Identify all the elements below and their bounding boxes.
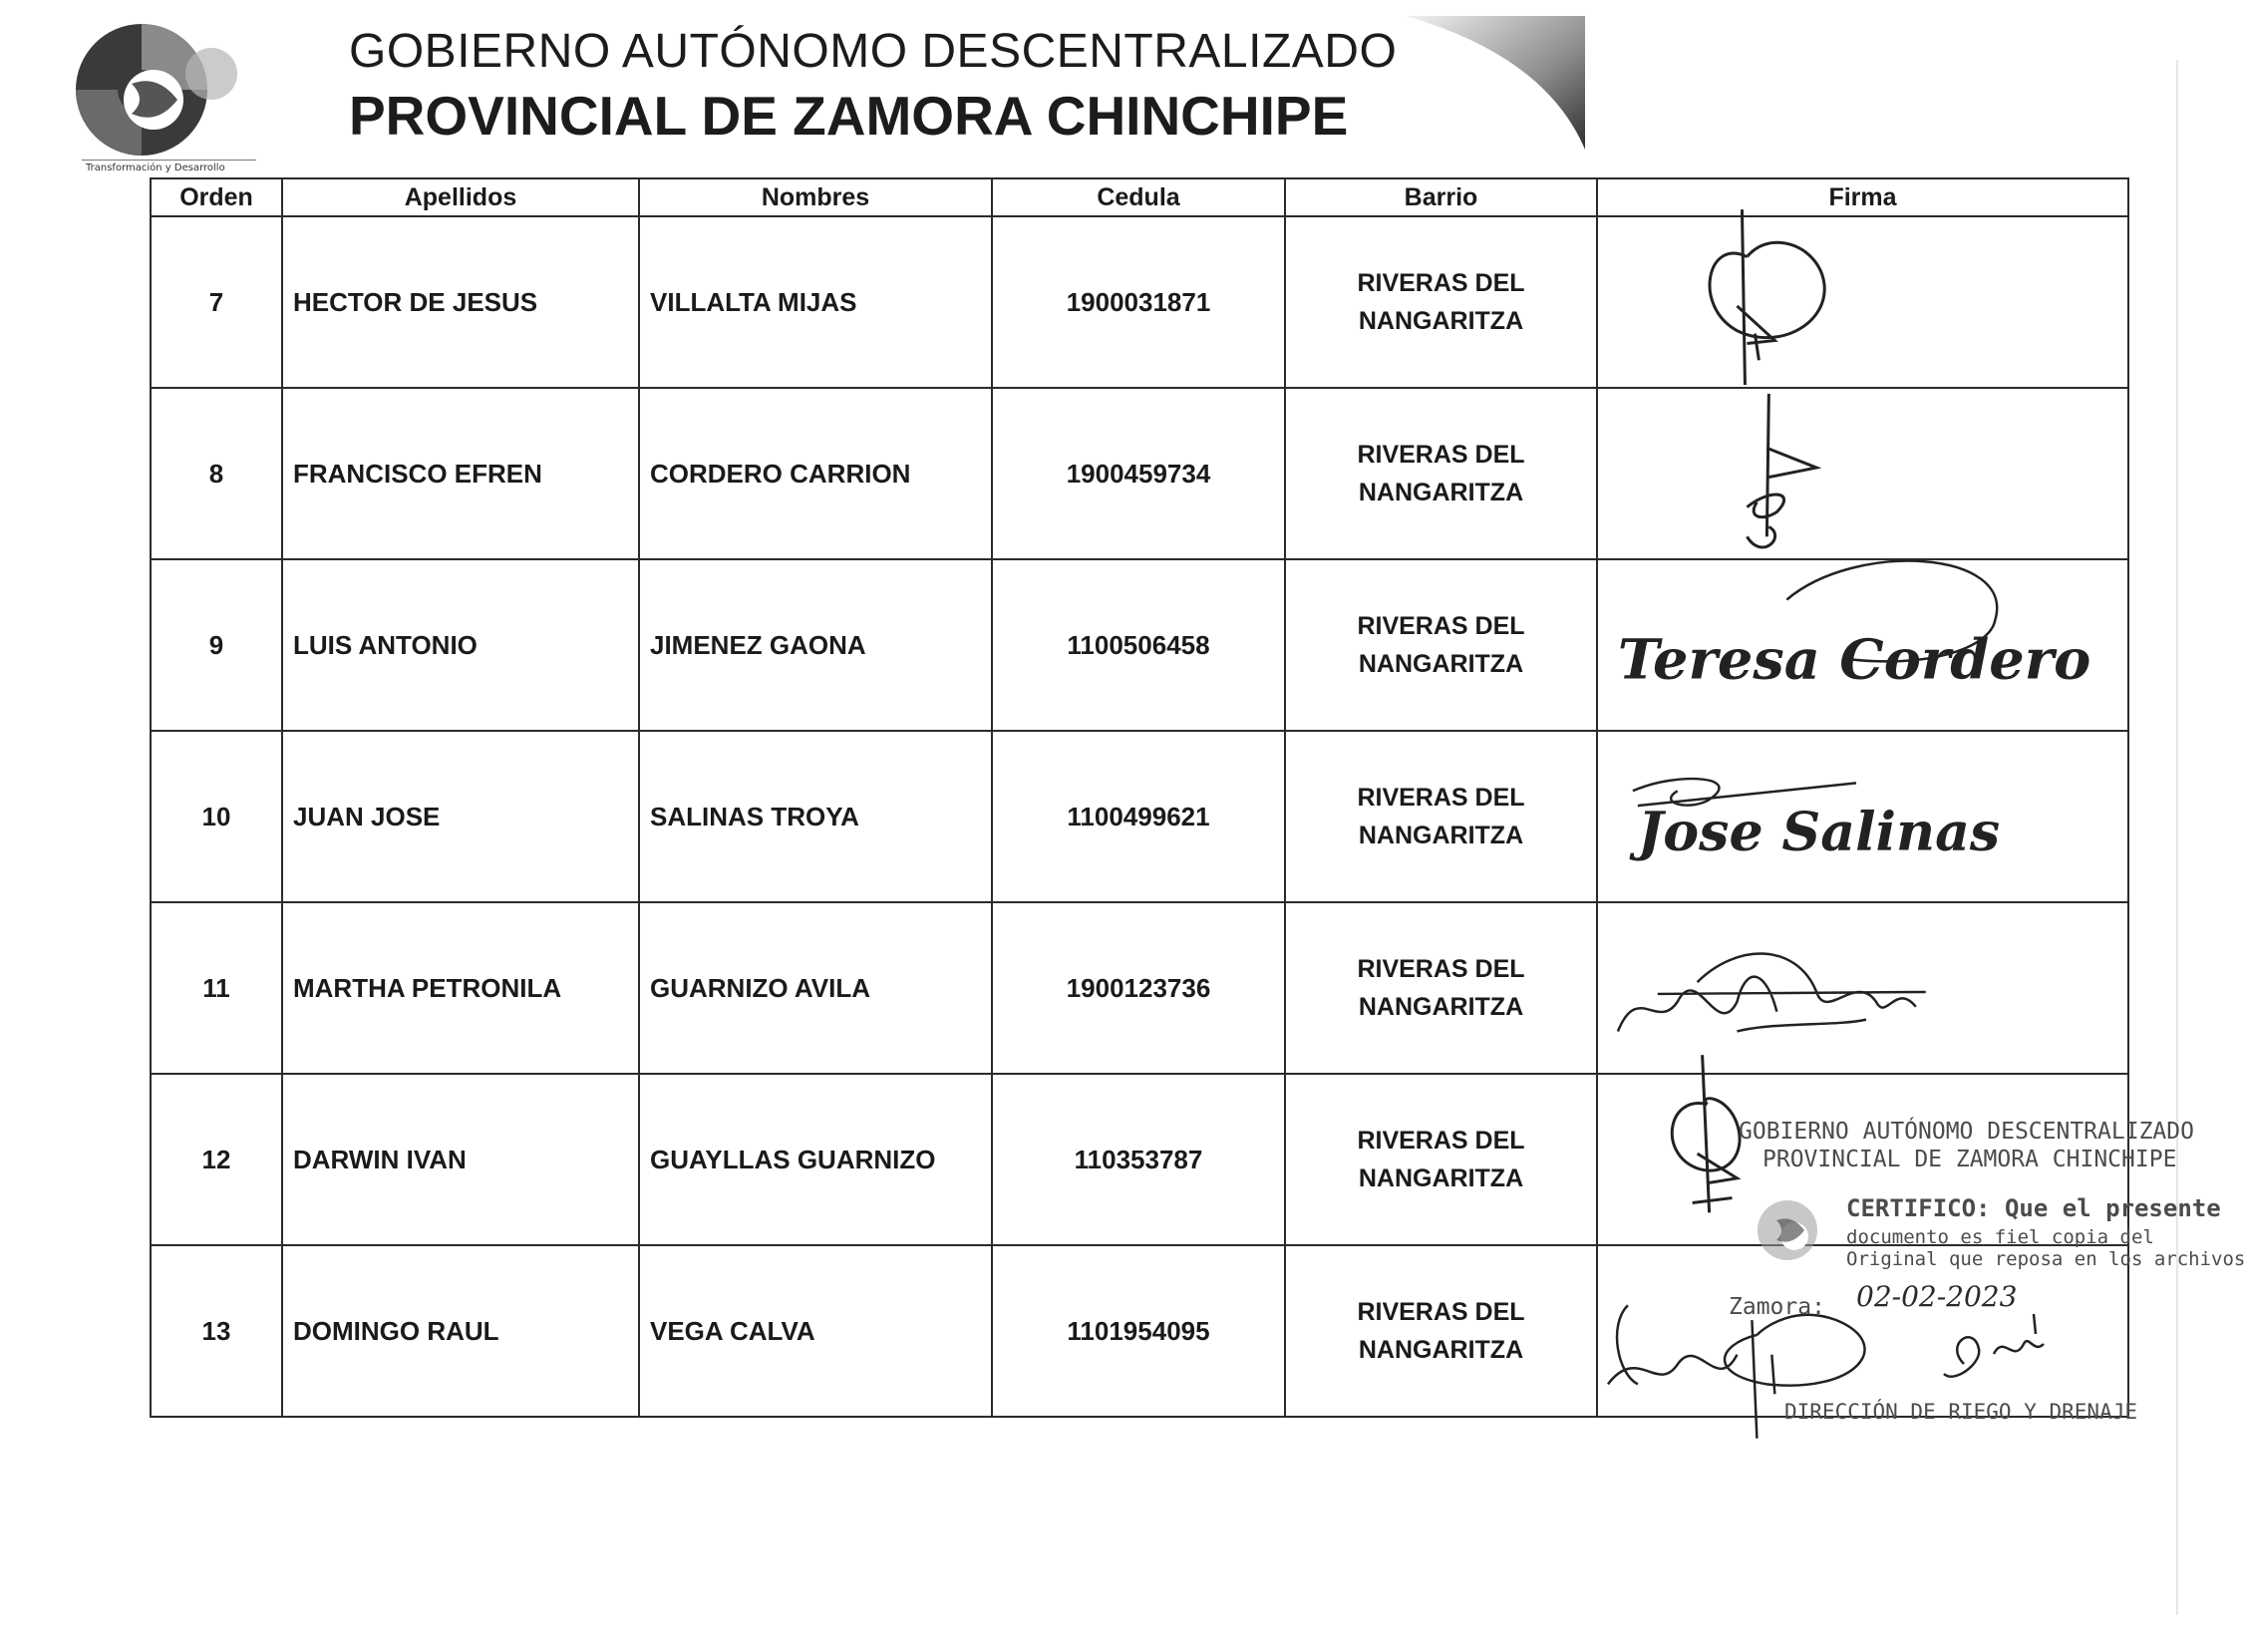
cell-cedula: 1101954095	[992, 1245, 1285, 1417]
stamp-line4: documento es fiel copia del	[1846, 1226, 2154, 1248]
table-row	[151, 216, 2128, 388]
stamp-certifico: CERTIFICO: Que el presente	[1846, 1194, 2221, 1222]
barrio-line1: RIVERAS DEL	[1357, 612, 1525, 640]
cell-orden: 13	[151, 1245, 282, 1417]
cell-nombres: CORDERO CARRION	[639, 388, 992, 559]
stamp-line1: GOBIERNO AUTÓNOMO DESCENTRALIZADO	[1739, 1119, 2194, 1145]
barrio-line1: RIVERAS DEL	[1357, 1298, 1525, 1326]
cell-firma	[1597, 216, 2128, 388]
cell-orden: 7	[151, 216, 282, 388]
stamp-date: 02-02-2023	[1856, 1280, 2018, 1313]
cell-orden: 11	[151, 902, 282, 1074]
barrio-line2: NANGARITZA	[1358, 307, 1524, 335]
table-row	[151, 731, 2128, 902]
logo-tagline: Transformación y Desarrollo	[86, 163, 225, 173]
cell-nombres: GUARNIZO AVILA	[639, 902, 992, 1074]
table-header-row	[151, 178, 2128, 216]
cell-orden: 9	[151, 559, 282, 731]
cell-barrio	[1285, 1074, 1597, 1245]
barrio-line2: NANGARITZA	[1358, 822, 1524, 849]
stamp-line5: Original que reposa en los archivos	[1846, 1248, 2245, 1270]
cell-cedula: 1900459734	[992, 388, 1285, 559]
header-title-line2: PROVINCIAL DE ZAMORA CHINCHIPE	[349, 85, 1349, 147]
barrio-line2: NANGARITZA	[1358, 1336, 1524, 1364]
barrio-line1: RIVERAS DEL	[1357, 955, 1525, 983]
cell-firma	[1597, 731, 2128, 902]
cell-apellidos: MARTHA PETRONILA	[282, 902, 639, 1074]
cell-apellidos: HECTOR DE JESUS	[282, 216, 639, 388]
header-swoosh-decoration	[1406, 16, 1590, 154]
cell-cedula: 110353787	[992, 1074, 1285, 1245]
cell-orden: 12	[151, 1074, 282, 1245]
cell-cedula: 1100506458	[992, 559, 1285, 731]
column-header-barrio: Barrio	[1285, 178, 1597, 216]
cell-nombres: SALINAS TROYA	[639, 731, 992, 902]
cell-cedula: 1900123736	[992, 902, 1285, 1074]
table-row	[151, 559, 2128, 731]
signature-icon	[1598, 903, 2127, 1073]
table-row	[151, 388, 2128, 559]
barrio-line1: RIVERAS DEL	[1357, 784, 1525, 812]
column-header-cedula: Cedula	[992, 178, 1285, 216]
stamp-line2: PROVINCIAL DE ZAMORA CHINCHIPE	[1763, 1147, 2177, 1172]
column-header-firma: Firma	[1597, 178, 2128, 216]
cell-cedula: 1900031871	[992, 216, 1285, 388]
column-header-orden: Orden	[151, 178, 282, 216]
cell-apellidos: FRANCISCO EFREN	[282, 388, 639, 559]
cell-orden: 8	[151, 388, 282, 559]
signature-icon	[1598, 560, 2127, 730]
cell-barrio	[1285, 731, 1597, 902]
barrio-line1: RIVERAS DEL	[1357, 269, 1525, 297]
barrio-line1: RIVERAS DEL	[1357, 1127, 1525, 1155]
cell-barrio	[1285, 559, 1597, 731]
barrio-line2: NANGARITZA	[1358, 479, 1524, 506]
cell-firma	[1597, 559, 2128, 731]
certification-stamp	[1715, 1115, 2245, 1434]
cell-apellidos: JUAN JOSE	[282, 731, 639, 902]
cell-firma	[1597, 388, 2128, 559]
stamp-zamora-label: Zamora:	[1729, 1294, 1825, 1320]
barrio-line2: NANGARITZA	[1358, 650, 1524, 678]
logo-divider	[82, 160, 256, 161]
cell-firma	[1597, 902, 2128, 1074]
cell-apellidos: DARWIN IVAN	[282, 1074, 639, 1245]
cell-nombres: VEGA CALVA	[639, 1245, 992, 1417]
signature-text: Teresa Cordero	[1617, 627, 2091, 693]
cell-barrio	[1285, 388, 1597, 559]
cell-nombres: JIMENEZ GAONA	[639, 559, 992, 731]
cell-barrio	[1285, 216, 1597, 388]
stamp-direccion: DIRECCIÓN DE RIEGO Y DRENAJE	[1784, 1400, 2138, 1424]
cell-nombres: VILLALTA MIJAS	[639, 216, 992, 388]
cell-orden: 10	[151, 731, 282, 902]
table-row	[151, 902, 2128, 1074]
cell-barrio	[1285, 902, 1597, 1074]
cell-barrio	[1285, 1245, 1597, 1417]
cell-cedula: 1100499621	[992, 731, 1285, 902]
cell-apellidos: LUIS ANTONIO	[282, 559, 639, 731]
barrio-line2: NANGARITZA	[1358, 993, 1524, 1021]
signature-icon	[1598, 732, 2127, 901]
signature-text: Jose Salinas	[1637, 800, 2001, 863]
column-header-apellidos: Apellidos	[282, 178, 639, 216]
barrio-line2: NANGARITZA	[1358, 1164, 1524, 1192]
column-header-nombres: Nombres	[639, 178, 992, 216]
header-title-line1: GOBIERNO AUTÓNOMO DESCENTRALIZADO	[349, 25, 1398, 78]
seal-icon	[1743, 1190, 1832, 1280]
official-signature-icon	[1934, 1304, 2074, 1394]
cell-apellidos: DOMINGO RAUL	[282, 1245, 639, 1417]
barrio-line1: RIVERAS DEL	[1357, 441, 1525, 469]
signature-icon	[1598, 217, 2127, 387]
signature-icon	[1598, 389, 2127, 558]
cell-nombres: GUAYLLAS GUARNIZO	[639, 1074, 992, 1245]
provincial-logo-icon	[62, 14, 261, 173]
